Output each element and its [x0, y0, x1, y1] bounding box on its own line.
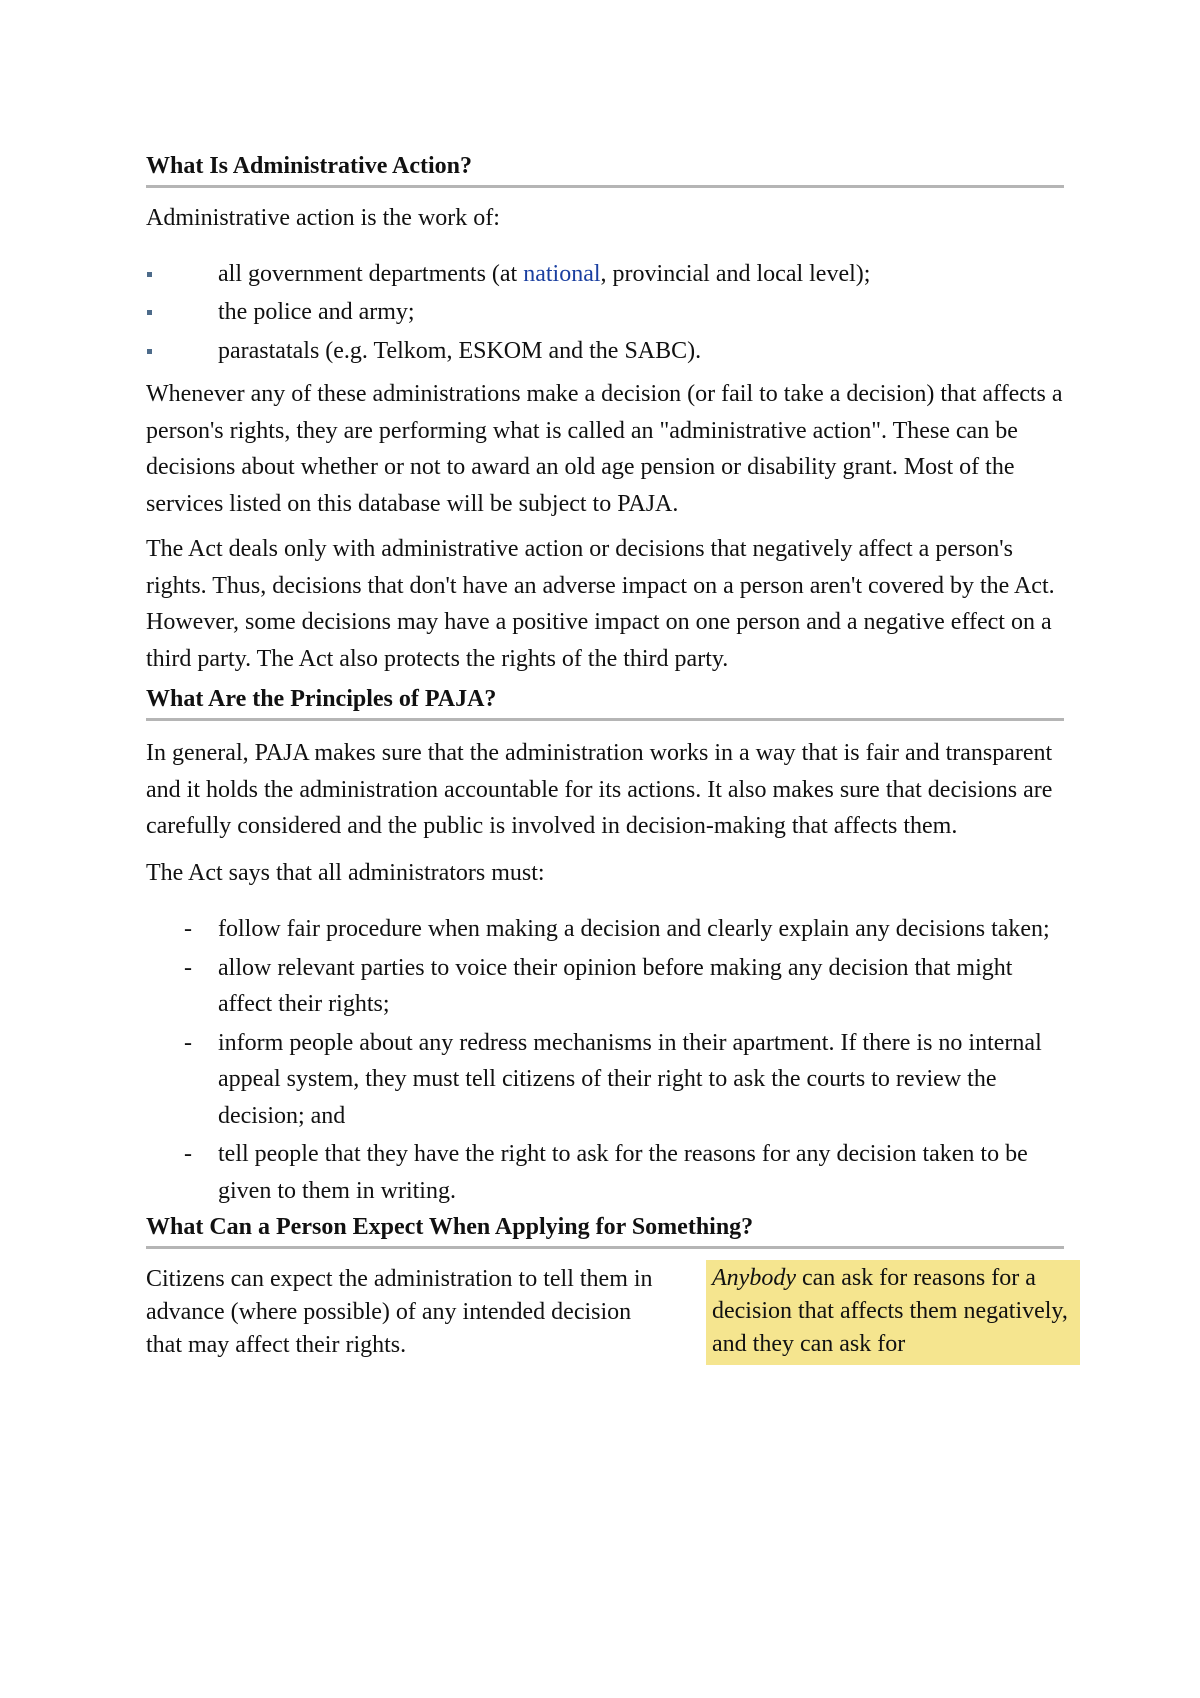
list-item: - inform people about any redress mechanisms in their apartment. If there is no internal appeal system, they must tell citizens of their right to ask the courts to review the decision; and — [146, 1025, 1064, 1135]
highlight-callout — [706, 1260, 1080, 1365]
document-content — [146, 150, 1068, 1373]
national-link[interactable]: national — [523, 260, 601, 287]
heading-administrative-action: What Is Administrative Action? — [146, 150, 1064, 188]
callout-text: Anybody can ask for reasons for a decision that affects them negatively, and they can ask for — [712, 1265, 1068, 1357]
list-item: - tell people that they have the right to ask for the reasons for any decision taken to be given to them in writing. — [146, 1136, 1064, 1209]
intro-text: Administrative action is the work of: — [146, 205, 500, 231]
list-item: - allow relevant parties to voice their opinion before making any decision that might affect their rights; — [146, 950, 1064, 1023]
two-column-section — [146, 1263, 1068, 1373]
paragraph-paja-general: In general, PAJA makes sure that the administration works in a way that is fair and transparent and it holds the administration accountable for its actions. It also makes sure that decisions are carefully considered and the public is involved in decision-making that affects them. — [146, 740, 1053, 839]
paragraph-administrators-must: The Act says that all administrators must: — [146, 859, 545, 886]
square-bullet-icon — [147, 272, 152, 277]
heading-principles-paja: What Are the Principles of PAJA? — [146, 683, 1064, 721]
paragraph-administrative-action: Whenever any of these administrations make a decision (or fail to take a decision) that affects a person's rights, they are performing what is called an "administrative action". These can be decisions about whether or not to award an old age pension or disability grant. Most of the services listed on this database will be subject to PAJA. — [146, 381, 1063, 517]
paragraph-advance-notice: Citizens can expect the administration to tell them in advance (where possible) of any intended decision that may affect their rights. — [146, 1266, 653, 1358]
bullet-list-administrations — [146, 255, 1064, 371]
list-item: the police and army; — [146, 293, 1064, 332]
callout-emphasis: Anybody — [712, 1265, 796, 1291]
paragraph-act-scope: The Act deals only with administrative action or decisions that negatively affect a person's rights. Thus, decisions that don't have an adverse impact on a person aren't covered by the Act. However, some decisions may have a positive impact on one person and a negative effect on a third party. The Act also protects the rights of the third party. — [146, 536, 1055, 672]
list-item: - follow fair procedure when making a decision and clearly explain any decisions taken; — [146, 911, 1064, 948]
left-column — [146, 1263, 666, 1362]
dash-bullet-icon: - — [184, 916, 192, 942]
dash-list-obligations — [146, 911, 1064, 1209]
list-item: parastatals (e.g. Telkom, ESKOM and the SABC). — [146, 332, 1064, 371]
square-bullet-icon — [147, 349, 152, 354]
dash-bullet-icon: - — [184, 1141, 192, 1167]
dash-bullet-icon: - — [184, 1029, 192, 1056]
heading-applying-expectations: What Can a Person Expect When Applying for Something? — [146, 1211, 1064, 1249]
dash-bullet-icon: - — [184, 954, 192, 981]
list-item: all government departments (at national, provincial and local level); — [146, 255, 1064, 294]
square-bullet-icon — [147, 310, 152, 315]
